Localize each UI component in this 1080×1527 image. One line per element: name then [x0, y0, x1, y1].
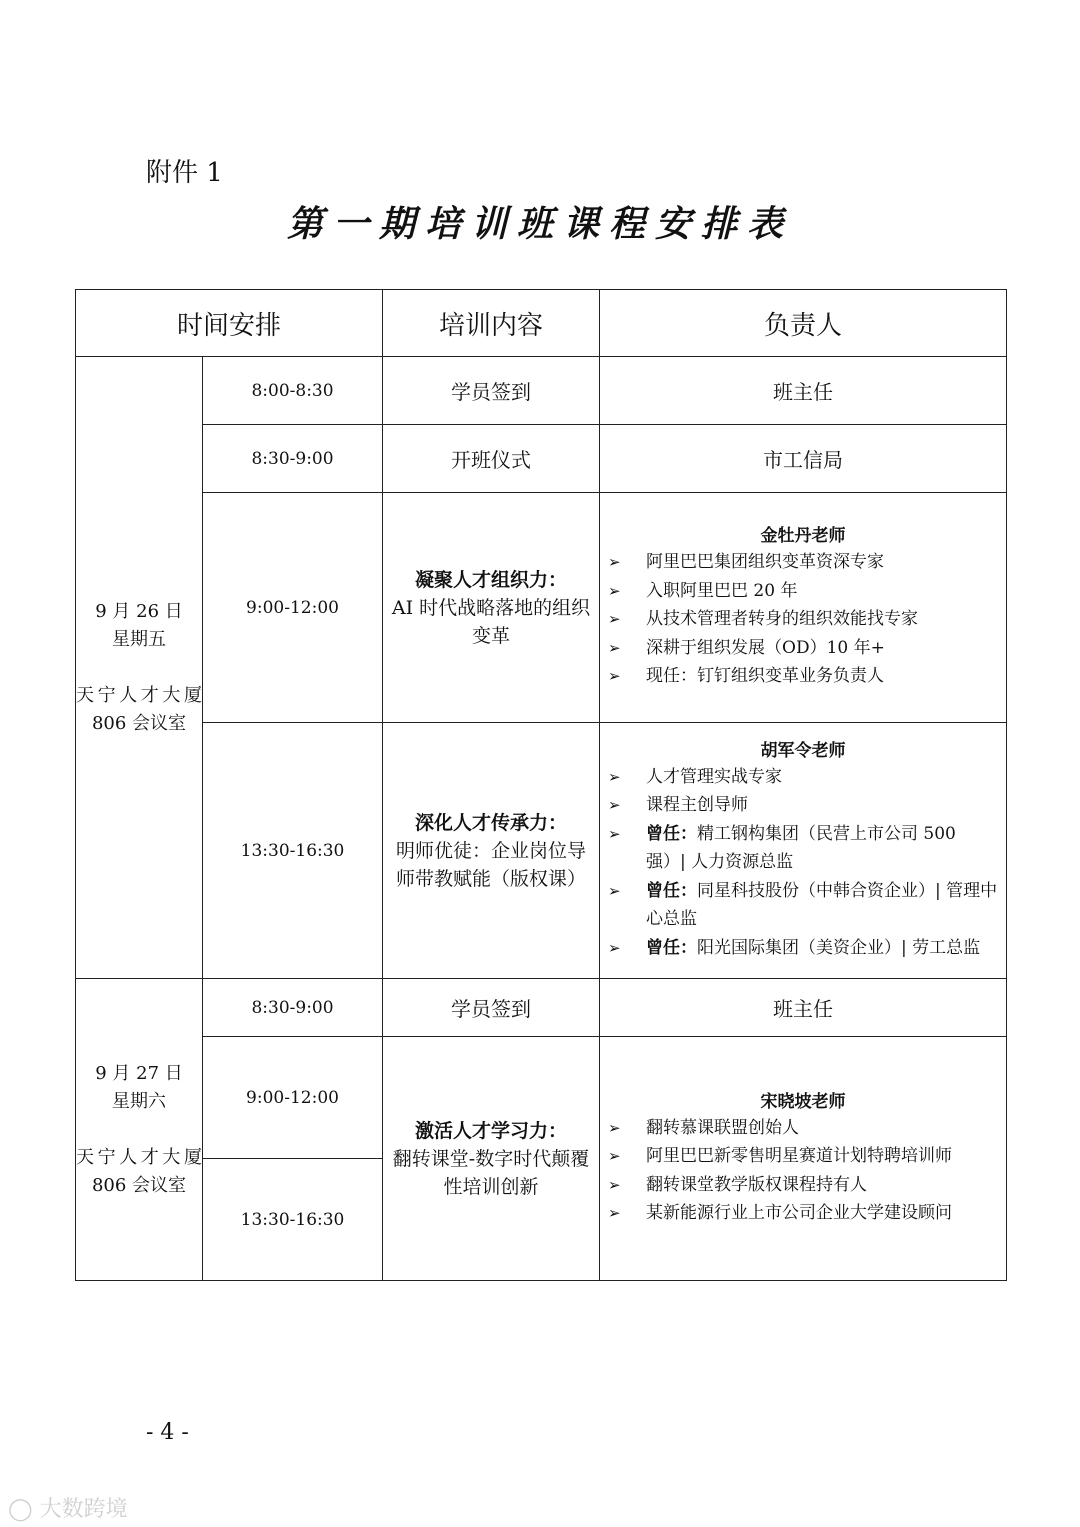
day1-weekday: 星期五	[112, 628, 166, 650]
arrow-bullet-icon: ➢	[608, 1204, 621, 1222]
watermark: ◯ 大数跨境	[8, 1497, 128, 1522]
list-item: ➢ 翻转课堂教学版权课程持有人	[600, 1171, 1006, 1200]
header-person: 负责人	[600, 290, 1007, 357]
list-item: ➢ 从技术管理者转身的组织效能找专家	[600, 605, 1006, 634]
time-cell: 13:30-16:30	[203, 1159, 383, 1281]
arrow-bullet-icon: ➢	[608, 881, 621, 900]
arrow-bullet-icon: ➢	[608, 824, 621, 843]
day1-date: 9 月 26 日	[95, 600, 183, 622]
time-cell: 8:30-9:00	[203, 425, 383, 493]
arrow-bullet-icon: ➢	[608, 1147, 621, 1165]
course-title: 凝聚人才组织力：	[415, 568, 568, 591]
content-cell	[383, 723, 600, 979]
content-cell	[383, 1037, 600, 1281]
header-row	[76, 290, 1007, 357]
content-cell: 开班仪式	[383, 425, 600, 493]
course-title: 激活人才学习力：	[415, 1119, 568, 1142]
day2-date-cell	[76, 979, 203, 1281]
page-number: - 4 -	[146, 1420, 189, 1445]
time-cell: 8:00-8:30	[203, 357, 383, 425]
arrow-bullet-icon: ➢	[608, 1118, 621, 1137]
list-item: ➢ 人才管理实战专家	[600, 763, 1006, 792]
day2-weekday: 星期六	[112, 1090, 166, 1112]
arrow-bullet-icon: ➢	[608, 1175, 621, 1194]
arrow-bullet-icon: ➢	[608, 667, 621, 686]
list-item: ➢ 曾任：阳光国际集团（美资企业）| 劳工总监	[600, 934, 1006, 963]
attachment-label: 附件 1	[146, 158, 223, 188]
table-row	[76, 979, 1007, 1037]
teacher-name: 胡军令老师	[760, 740, 846, 761]
course-subtitle: 翻转课堂-数字时代颠覆性培训创新	[392, 1147, 590, 1198]
person-cell	[600, 493, 1007, 723]
course-subtitle: 明师优徒：企业岗位导师带教赋能（版权课）	[396, 839, 587, 890]
day2-location: 天宁人才大厦 806 会议室	[76, 1146, 202, 1196]
day2-date: 9 月 27 日	[95, 1062, 183, 1084]
teacher-bio-list	[600, 763, 1006, 963]
teacher-bio-list	[600, 548, 1006, 691]
table-row	[76, 1037, 1007, 1159]
watermark-logo-icon: ◯	[8, 1497, 33, 1522]
person-cell: 班主任	[600, 979, 1007, 1037]
table-row	[76, 723, 1007, 979]
day1-date-cell	[76, 357, 203, 979]
arrow-bullet-icon: ➢	[608, 796, 621, 815]
teacher-bio-list	[600, 1114, 1006, 1228]
time-cell: 9:00-12:00	[203, 1037, 383, 1159]
list-item: ➢ 阿里巴巴新零售明星赛道计划特聘培训师	[600, 1142, 1006, 1171]
header-time: 时间安排	[76, 290, 383, 357]
course-subtitle: AI 时代战略落地的组织变革	[391, 596, 591, 647]
person-cell: 班主任	[600, 357, 1007, 425]
arrow-bullet-icon: ➢	[608, 610, 621, 629]
list-item: ➢ 翻转慕课联盟创始人	[600, 1114, 1006, 1143]
document-title: 第一期培训班课程安排表	[286, 203, 793, 245]
list-item: ➢ 阿里巴巴集团组织变革资深专家	[600, 548, 1006, 577]
schedule-table	[75, 289, 1007, 1281]
person-cell: 市工信局	[600, 425, 1007, 493]
list-item: ➢ 深耕于组织发展（OD）10 年+	[600, 634, 1006, 663]
time-cell: 9:00-12:00	[203, 493, 383, 723]
content-cell	[383, 493, 600, 723]
time-cell: 13:30-16:30	[203, 723, 383, 979]
list-item: ➢ 曾任：精工钢构集团（民营上市公司 500 强）| 人力资源总监	[600, 820, 1006, 877]
teacher-name: 宋晓坡老师	[760, 1091, 846, 1112]
time-cell: 8:30-9:00	[203, 979, 383, 1037]
table-row	[76, 493, 1007, 723]
arrow-bullet-icon: ➢	[608, 581, 621, 600]
person-cell	[600, 1037, 1007, 1281]
day1-location: 天宁人才大厦 806 会议室	[76, 684, 202, 734]
arrow-bullet-icon: ➢	[608, 553, 621, 572]
person-cell	[600, 723, 1007, 979]
list-item: ➢ 现任：钉钉组织变革业务负责人	[600, 662, 1006, 691]
header-content: 培训内容	[383, 290, 600, 357]
table-row	[76, 425, 1007, 493]
content-cell: 学员签到	[383, 357, 600, 425]
table-row	[76, 357, 1007, 425]
arrow-bullet-icon: ➢	[608, 767, 621, 786]
arrow-bullet-icon: ➢	[608, 638, 621, 657]
course-title: 深化人才传承力：	[415, 811, 568, 834]
teacher-name: 金牡丹老师	[760, 526, 846, 547]
content-cell: 学员签到	[383, 979, 600, 1037]
list-item: ➢ 课程主创导师	[600, 791, 1006, 820]
list-item: ➢ 入职阿里巴巴 20 年	[600, 577, 1006, 606]
list-item: ➢ 曾任：同星科技股份（中韩合资企业）| 管理中心总监	[600, 877, 1006, 934]
list-item: ➢ 某新能源行业上市公司企业大学建设顾问	[600, 1199, 1006, 1228]
arrow-bullet-icon: ➢	[608, 938, 621, 957]
